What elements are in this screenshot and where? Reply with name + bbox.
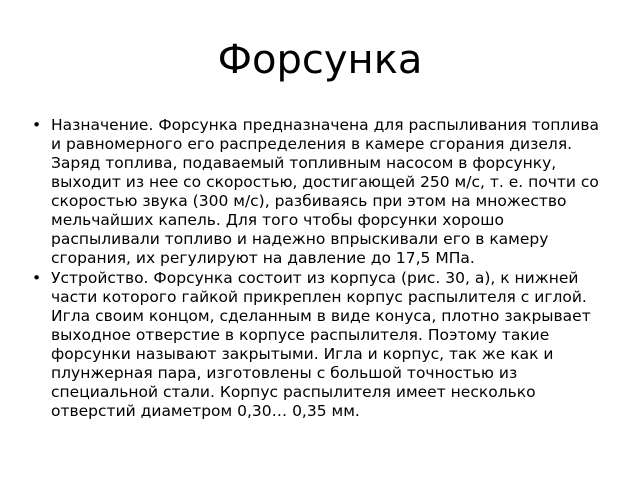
bullet-item-structure bbox=[32, 269, 612, 421]
bullet-item-purpose bbox=[32, 116, 612, 268]
bullet-marker: • bbox=[32, 116, 42, 134]
bullet-text: Назначение. Форсунка предназначена для распыливания топлива и равномерного его распределения в камере сгорания дизеля. Заряд топлива, подаваемый топливным насосом в форсунку, выходит из нее со скоростью, достигающей 250 м/с, т. е. почти со скоростью звука (300 м/с), разбиваясь при этом на множество мельчайших капель. Для того чтобы форсунки хорошо распыливали топливо и надежно впрыскивали его в камеру сгорания, их регулируют на давление до 17,5 МПа. bbox=[51, 116, 600, 267]
bullet-marker: • bbox=[32, 269, 42, 287]
bullet-text: Устройство. Форсунка состоит из корпуса (рис. 30, а), к нижней части которого гайкой прикреплен корпус распылителя с иглой. Игла своим концом, сделанным в виде конуса, плотно закрывает выходное отверстие в корпусе распылителя. Поэтому такие форсунки называют закрытыми. Игла и корпус, так же как и плунжерная пара, изготовлены с большой точностью из специальной стали. Корпус распылителя имеет несколько отверстий диаметром 0,30… 0,35 мм. bbox=[51, 269, 591, 420]
slide-title: Форсунка bbox=[217, 37, 423, 83]
bullet-list bbox=[32, 116, 612, 422]
